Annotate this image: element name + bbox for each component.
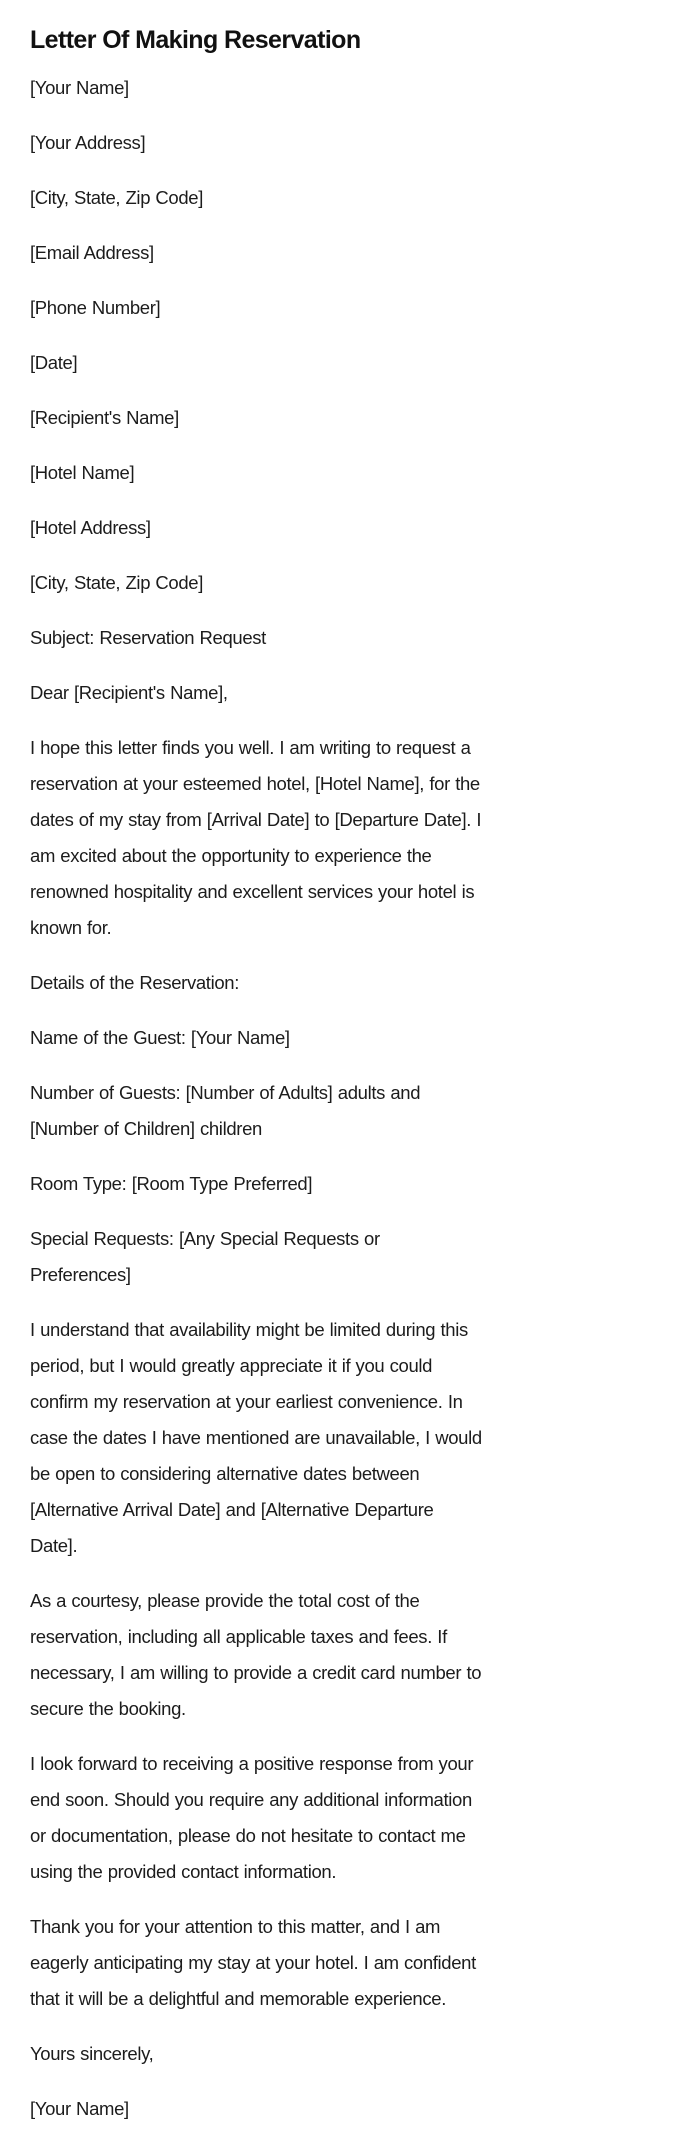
detail-guest-count: Number of Guests: [Number of Adults] adults and [Number of Children] children	[30, 1082, 421, 1139]
sender-city-state-zip: [City, State, Zip Code]	[30, 187, 204, 208]
sender-email: [Email Address]	[30, 242, 154, 263]
sender-name: [Your Name]	[30, 77, 129, 98]
signature: [Your Name]	[30, 2098, 129, 2119]
closing: Yours sincerely,	[30, 2043, 154, 2064]
follow-up-paragraph: I look forward to receiving a positive response from your end soon. Should you require any additional information or documentation, please do not hesitate to contact me using the provided contact information.	[30, 1753, 474, 1882]
intro-paragraph: I hope this letter finds you well. I am writing to request a reservation at your esteemed hotel, [Hotel Name], for the dates of my stay from [Arrival Date] to [Departure Date]. I am excited about the opportunity to experience the renowned hospitality and excellent services your hotel is known for.	[30, 737, 482, 938]
sender-phone: [Phone Number]	[30, 297, 161, 318]
cost-paragraph: As a courtesy, please provide the total cost of the reservation, including all applicable taxes and fees. If necessary, I am willing to provide a credit card number to secure the booking.	[30, 1590, 482, 1719]
recipient-city-state-zip: [City, State, Zip Code]	[30, 572, 204, 593]
subject-line: Subject: Reservation Request	[30, 627, 266, 648]
recipient-name: [Recipient's Name]	[30, 407, 179, 428]
thanks-paragraph: Thank you for your attention to this matter, and I am eagerly anticipating my stay at your hotel. I am confident that it will be a delightful and memorable experience.	[30, 1916, 476, 2009]
letter-date: [Date]	[30, 352, 78, 373]
details-heading: Details of the Reservation:	[30, 972, 240, 993]
recipient-hotel-name: [Hotel Name]	[30, 462, 135, 483]
availability-paragraph: I understand that availability might be limited during this period, but I would greatly appreciate it if you could confirm my reservation at your earliest convenience. In case the dates I have mentioned are unavailable, I would be open to considering alternative dates between [Alternative Arrival Date] and [Alternative Departure Date].	[30, 1319, 482, 1556]
salutation: Dear [Recipient's Name],	[30, 682, 228, 703]
letter-document	[30, 20, 482, 2146]
detail-special-requests: Special Requests: [Any Special Requests or Preferences]	[30, 1228, 380, 1285]
detail-room-type: Room Type: [Room Type Preferred]	[30, 1173, 313, 1194]
sender-address: [Your Address]	[30, 132, 146, 153]
recipient-hotel-address: [Hotel Address]	[30, 517, 151, 538]
document-title: Letter Of Making Reservation	[30, 26, 361, 54]
detail-guest-name: Name of the Guest: [Your Name]	[30, 1027, 290, 1048]
